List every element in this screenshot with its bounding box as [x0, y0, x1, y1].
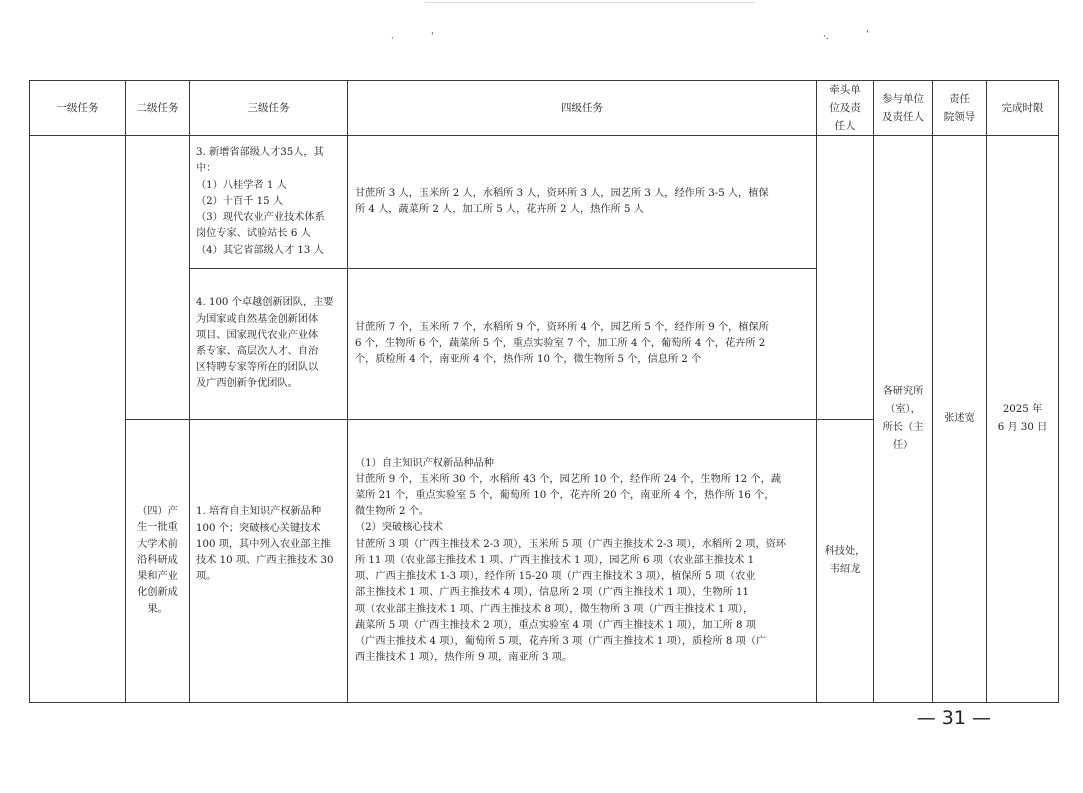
level3-cell: 4. 100 个卓越创新团队，主要 为国家或自然基金创新团体 项目、国家现代农业产业体 系专家、高层次人才、自治 区特聘专家等所在的团队以 及广西创新争优团队。: [190, 269, 348, 420]
scan-speck: ·.: [823, 32, 829, 42]
level2-cell: （四）产 生一批重 大学术前 沿科研成 果和产业 化创新成 果。: [126, 420, 190, 703]
page-number: — 31 —: [916, 707, 991, 729]
header-row: [30, 81, 1059, 136]
scan-speck: ': [431, 32, 434, 42]
header-participant: 参与单位 及责任人: [874, 81, 933, 136]
scan-speck: ·: [391, 34, 394, 44]
header-level1: 一级任务: [30, 81, 126, 136]
header-level3: 三级任务: [190, 81, 348, 136]
scan-speck: ': [866, 30, 869, 40]
participant-cell: 各研究所 （室）， 所长（主 任）: [874, 136, 933, 703]
deadline-cell: 2025 年 6 月 30 日: [987, 136, 1059, 703]
level1-cell: [30, 136, 126, 703]
level3-cell: 1. 培育自主知识产权新品种 100 个；突破核心关键技术 100 项，其中列入农业部主推 技术 10 项、广西主推技术 30 项。: [190, 420, 348, 703]
header-leader: 责任 院领导: [933, 81, 987, 136]
table-row: [30, 136, 1059, 269]
level4-cell: （1）自主知识产权新品种品种 甘蔗所 9 个，玉米所 30 个，水稻所 43 个，园艺所 10 个，经作所 24 个，生物所 12 个，蔬 菜所 21 个，重点实验室 5 个，葡萄所 10 个，花卉所 20 个，南亚所 4 个，热作所 16 个， 微生物所 2 个。 （2）突破核心技术 甘蔗所 3 项（广西主推技术 2-3 项），玉米所 5 项（广西主推技术 2-3 项），水稻所 2 项，资环 所 11 项（农业部主推技术 1 项、广西主推技术 1 项），园艺所 6 项（农业部主推技术 1 项、广西主推技术 1-3 项），经作所 15-20 项（广西主推技术 3 项），植保所 5 项（农业 部主推技术 1 项、广西主推技术 4 项），信息所 2 项（广西主推技术 1 项），生物所 11 项（农业部主推技术 1 项、广西主推技术 8 项），微生物所 3 项（广西主推技术 1 项）， 蔬菜所 5 项（广西主推技术 2 项），重点实验室 4 项（广西主推技术 1 项），加工所 8 项 （广西主推技术 4 项），葡萄所 5 项，花卉所 3 项（广西主推技术 1 项），质检所 8 项（广 西主推技术 1 项），热作所 9 项，南亚所 3 项。: [348, 420, 817, 703]
header-level2: 二级任务: [126, 81, 190, 136]
lead-unit-cell: 科技处， 韦绍龙: [817, 420, 874, 703]
task-table: [29, 80, 1059, 703]
level2-cell-continued: [126, 136, 190, 420]
header-lead-unit: 牵头单 位及责 任人: [817, 81, 874, 136]
header-deadline: 完成时限: [987, 81, 1059, 136]
leader-cell: 张述宽: [933, 136, 987, 703]
lead-unit-cell-continued: [817, 136, 874, 420]
header-level4: 四级任务: [348, 81, 817, 136]
level4-cell: 甘蔗所 3 人，玉米所 2 人，水稻所 3 人，资环所 3 人，园艺所 3 人，经作所 3-5 人，植保 所 4 人，蔬菜所 2 人，加工所 5 人，花卉所 2 人，热作所 5 人: [348, 136, 817, 269]
scan-top-edge: [425, 2, 755, 3]
level4-cell: 甘蔗所 7 个，玉米所 7 个，水稻所 9 个，资环所 4 个，园艺所 5 个，经作所 9 个，植保所 6 个，生物所 6 个，蔬菜所 5 个，重点实验室 7 个，加工所 4 个，葡萄所 4 个，花卉所 2 个，质检所 4 个，南亚所 4 个，热作所 10 个，微生物所 5 个，信息所 2 个: [348, 269, 817, 420]
level3-cell: 3. 新增省部级人才35人，其中： （1）八桂学者 1 人 （2）十百千 15 人 （3）现代农业产业技术体系 岗位专家、试验站长 6 人 （4）其它省部级人才 13 人: [190, 136, 348, 269]
